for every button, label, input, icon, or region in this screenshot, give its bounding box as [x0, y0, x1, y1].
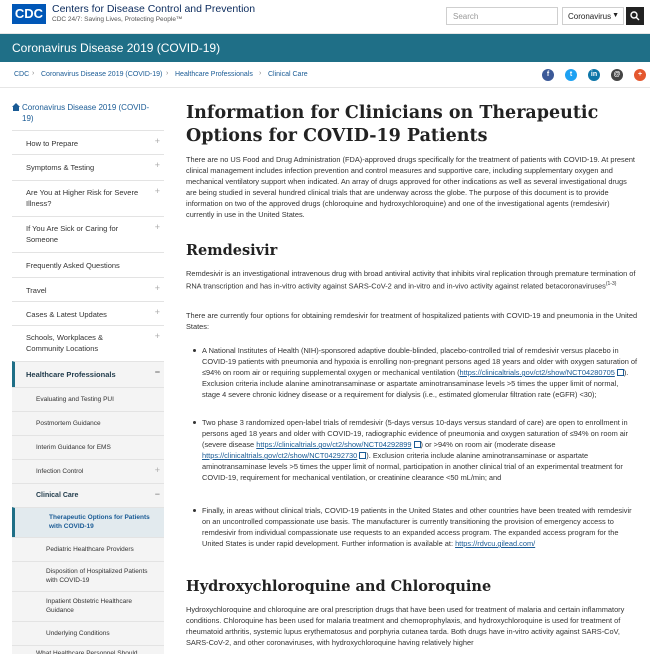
- bullet-text: Finally, in areas without clinical trials, COVID-19 patients in the United States and other countries have been treated with remdesivir on an uncontrolled compassionate use basis. The manufacturer is currently transitioning the provision of emergency access to remdesivir from individual compassionate use requests to an expanded access program. The expanded access program for the United States is under rapid development. Further information is available at:: [202, 506, 632, 548]
- sidebar-home[interactable]: [22, 102, 160, 124]
- top-bar: [0, 0, 650, 34]
- sidebar-item-label: If You Are Sick or Caring for Someone: [26, 224, 119, 244]
- sidebar-item-schools[interactable]: [12, 325, 164, 361]
- sidebar-subitem-evaluating[interactable]: [12, 387, 164, 411]
- collapse-icon[interactable]: −: [154, 367, 160, 377]
- list-item: [202, 345, 638, 400]
- expand-icon[interactable]: +: [154, 136, 160, 146]
- site-banner: [0, 34, 650, 62]
- expand-icon[interactable]: +: [154, 160, 160, 170]
- hcq-heading: Hydroxychloroquine and Chloroquine: [186, 578, 492, 595]
- sidebar-subitem-ems[interactable]: [12, 435, 164, 459]
- sidebar-item-label: Cases & Latest Updates: [26, 310, 107, 319]
- sidebar-item-label: Postmortem Guidance: [36, 420, 101, 427]
- facebook-icon[interactable]: f: [542, 69, 554, 81]
- search-scope-select[interactable]: [562, 7, 624, 25]
- sidebar-item-label: Infection Control: [36, 468, 84, 475]
- sidebar-item-higher-risk[interactable]: [12, 180, 164, 216]
- sidebar-subitem-postmortem[interactable]: [12, 411, 164, 435]
- clinicaltrials-link[interactable]: https://clinicaltrials.gov/ct2/show/NCT04292899: [256, 440, 412, 449]
- chevron-right-icon: ›: [166, 70, 169, 77]
- sidebar-item-symptoms[interactable]: [12, 154, 164, 180]
- sidebar-item-sick-caring[interactable]: [12, 216, 164, 252]
- search-icon: [630, 11, 640, 21]
- email-icon[interactable]: @: [611, 69, 623, 81]
- remdesivir-heading: Remdesivir: [186, 242, 278, 259]
- bullet-text: ). Exclusion criteria include alanine aminotransaminase or aspartate aminotransaminase levels >5 times the upper limit of normal, stage 4 severe chronic kidney disease or a requirement for dialysis (i.e., estimated glomerular filtration rate (eGFR) <30);: [202, 368, 629, 399]
- sidebar-clinical-underlying[interactable]: [12, 621, 164, 645]
- breadcrumb-healthcare[interactable]: Healthcare Professionals: [175, 71, 253, 78]
- sidebar-item-label: Are You at Higher Risk for Severe Illness?: [26, 188, 139, 208]
- sidebar-item-faq[interactable]: [12, 252, 164, 277]
- sidebar-item-label: Healthcare Professionals: [26, 370, 116, 379]
- list-item: [202, 505, 638, 549]
- page-title: Information for Clinicians on Therapeutic Options for COVID-19 Patients: [186, 103, 599, 146]
- search-button[interactable]: [626, 7, 644, 25]
- org-tagline: CDC 24/7: Saving Lives, Protecting People™: [52, 16, 183, 23]
- sidebar-item-label: Therapeutic Options for Patients with COVID-19: [49, 514, 150, 530]
- sidebar-item-label: Evaluating and Testing PUI: [36, 396, 114, 403]
- sidebar-clinical-pediatric[interactable]: [12, 537, 164, 561]
- sidebar-item-healthcare-professionals[interactable]: [12, 361, 164, 387]
- chevron-right-icon: ›: [259, 70, 262, 77]
- bullet-text: Two phase 3 randomized open-label trials of remdesivir (5-days versus 10-days versus standard of care) are open to enrollment in persons aged 18 years and older with COVID-19, radiographic evidence of pneumonia and oxygen saturation of ≤94% on room air (severe disease: [202, 418, 628, 449]
- breadcrumb-cdc[interactable]: CDC: [14, 71, 30, 78]
- bullet-text: ) or >94% on room air (moderate disease: [420, 440, 556, 449]
- sidebar-subitem-infection-control[interactable]: [12, 459, 164, 483]
- sidebar-home-label: Coronavirus Disease 2019 (COVID-19): [22, 103, 150, 123]
- bullet-dot: [193, 509, 196, 512]
- sidebar-clinical-disposition[interactable]: [12, 561, 164, 591]
- breadcrumb-covid[interactable]: Coronavirus Disease 2019 (COVID-19): [41, 71, 163, 78]
- sidebar-item-how-to-prepare[interactable]: [12, 130, 164, 154]
- sidebar-item-label: Disposition of Hospitalized Patients with COVID-19: [46, 568, 148, 584]
- remdesivir-paragraph: [186, 268, 638, 291]
- sidebar-item-label: What Healthcare Personnel Should: [36, 650, 138, 654]
- search-scope-label: Coronavirus: [568, 12, 612, 21]
- expand-icon[interactable]: +: [154, 283, 160, 293]
- sidebar-item-label: Frequently Asked Questions: [26, 261, 120, 270]
- bullet-text: ). Exclusion criteria include alanine aminotransaminase or aspartate aminotransaminase levels >5 times the upper limit of normal, participation in another clinical trial of an experimental treatment for COVID-19, requirement for mechanical ventilation, or creatinine clearance <50 mL/min; and: [202, 451, 623, 482]
- external-link-icon: [414, 441, 421, 448]
- org-name[interactable]: Centers for Disease Control and Prevention: [52, 3, 256, 15]
- expand-icon[interactable]: +: [154, 222, 160, 232]
- options-paragraph: There are currently four options for obtaining remdesivir for treatment of hospitalized patients with COVID-19 and pneumonia in the United States:: [186, 311, 638, 331]
- expand-icon[interactable]: +: [154, 331, 160, 341]
- list-item: [202, 417, 638, 483]
- home-icon: [12, 103, 20, 111]
- banner-title[interactable]: Coronavirus Disease 2019 (COVID-19): [12, 41, 221, 55]
- collapse-icon[interactable]: −: [154, 489, 160, 499]
- sidebar-subitem-healthcare-personnel[interactable]: [12, 645, 164, 654]
- chevron-down-icon: ▼: [612, 12, 619, 19]
- expand-icon[interactable]: +: [154, 465, 160, 475]
- hcq-paragraph: Hydroxychloroquine and chloroquine are oral prescription drugs that have been used for treatment of malaria and certain inflammatory conditions. Chloroquine has been used for malaria treatment and chemoprophylaxis, and hydroxychloroquine is used for treatment of rheumatoid arthritis, systemic lupus erythematosus and porphyria cutanea tarda. Both drugs have in-vitro activity against SARS-CoV, SARS-CoV-2, and other coronaviruses, with hydroxychloroquine having relatively higher: [186, 605, 625, 647]
- sidebar-clinical-obstetric[interactable]: [12, 591, 164, 621]
- cdc-logo[interactable]: CDC: [12, 4, 46, 24]
- expand-icon[interactable]: +: [154, 307, 160, 317]
- breadcrumb-clinical-care[interactable]: Clinical Care: [268, 71, 308, 78]
- remdesivir-text: Remdesivir is an investigational intravenous drug with broad antiviral activity that inhibits viral replication through premature termination of RNA transcription and has in-vitro activity against SARS-CoV-2 and in-vitro and in-vivo activity against related betacoronaviruses: [186, 269, 636, 291]
- sidebar-subitem-clinical-care[interactable]: [12, 483, 164, 507]
- clinicaltrials-link[interactable]: https://clinicaltrials.gov/ct2/show/NCT04280705: [459, 368, 615, 377]
- syndicate-icon[interactable]: +: [634, 69, 646, 81]
- expand-icon[interactable]: +: [154, 186, 160, 196]
- intro-paragraph: There are no US Food and Drug Administration (FDA)-approved drugs specifically for the treatment of patients with COVID-19. At present clinical management includes infection prevention and control measures and supportive care, including supplementary oxygen and mechanical ventilatory support when indicated. An array of drugs approved for other indications as well as several investigational drugs are being studied in several hundred clinical trials that are underway across the globe. The purpose of this document is to provide information on two of the approved drugs (chloroquine and hydroxychloroquine) and one of the investigational agents (remdesivir) currently in use in the United States.: [186, 155, 635, 219]
- chevron-right-icon: ›: [32, 70, 35, 77]
- external-link-icon: [617, 369, 624, 376]
- bullet-dot: [193, 349, 196, 352]
- sidebar-item-cases[interactable]: [12, 301, 164, 325]
- twitter-icon[interactable]: t: [565, 69, 577, 81]
- bullet-dot: [193, 421, 196, 424]
- sidebar-item-label: Travel: [26, 286, 47, 295]
- gilead-link[interactable]: https://rdvcu.gilead.com/: [455, 539, 536, 548]
- sidebar-item-label: Interim Guidance for EMS: [36, 444, 111, 451]
- sidebar-item-label: Schools, Workplaces & Community Locations: [26, 333, 103, 353]
- sidebar-item-label: Underlying Conditions: [46, 630, 110, 637]
- sidebar-item-travel[interactable]: [12, 277, 164, 301]
- sidebar-item-label: Inpatient Obstetric Healthcare Guidance: [46, 598, 132, 614]
- linkedin-icon[interactable]: in: [588, 69, 600, 81]
- sidebar-item-label: Symptoms & Testing: [26, 163, 95, 172]
- bullet-text: A National Institutes of Health (NIH)-sponsored adaptive double-blinded, placebo-controlled trial of remdesivir versus placebo in COVID-19 patients with pneumonia and hypoxia is enrolling non-pregnant persons aged 18 years and older with oxygen saturation of ≤94% on room air or requiring supplemental oxygen or mechanical ventilation (: [202, 346, 638, 377]
- clinicaltrials-link[interactable]: https://clinicaltrials.gov/ct2/show/NCT04292730: [202, 451, 358, 460]
- search-input[interactable]: Search: [446, 7, 558, 25]
- sidebar-item-label: Pediatric Healthcare Providers: [46, 546, 134, 553]
- sidebar-clinical-therapeutic[interactable]: [12, 507, 164, 537]
- citation[interactable]: (1-3): [605, 281, 617, 287]
- sidebar-item-label: How to Prepare: [26, 139, 79, 148]
- sidebar-item-label: Clinical Care: [36, 492, 79, 499]
- breadcrumb: [0, 62, 650, 88]
